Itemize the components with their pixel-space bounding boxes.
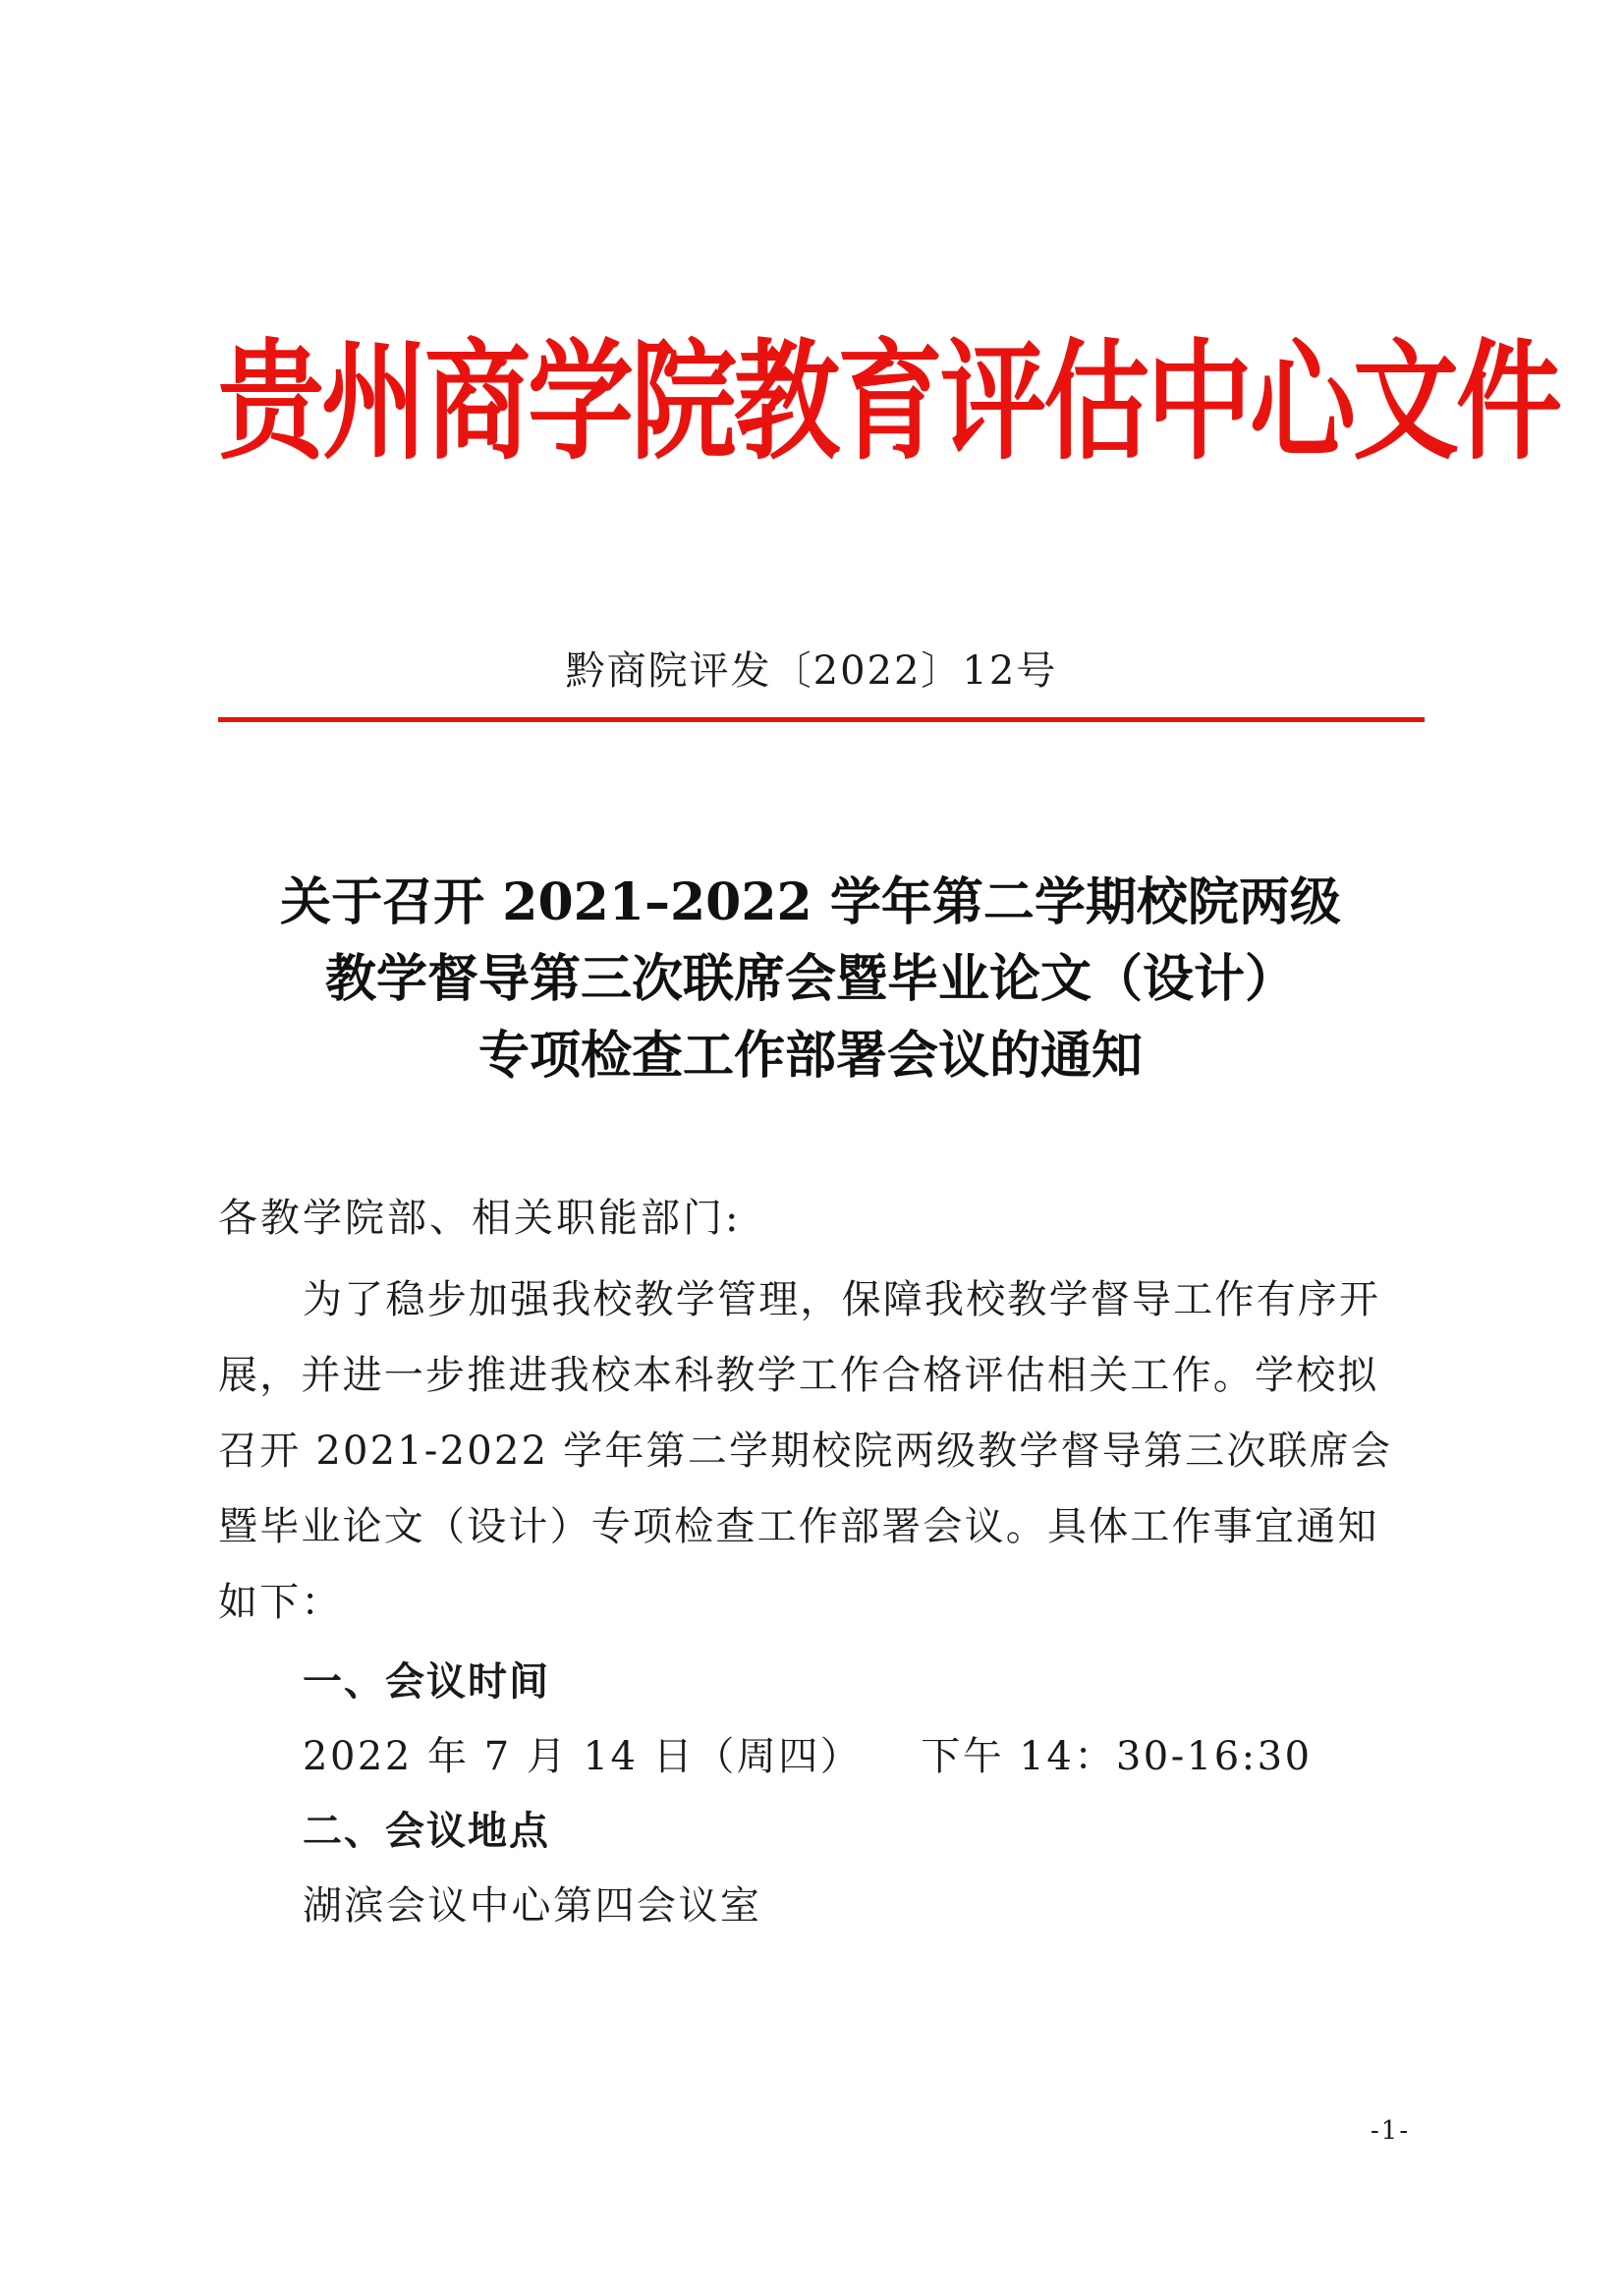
meeting-place: 湖滨会议中心第四会议室: [303, 1883, 762, 1929]
body-line-4: 暨毕业论文（设计）专项检查工作部署会议。具体工作事宜通知: [218, 1504, 1379, 1549]
section-heading-time: 一、会议时间: [303, 1659, 550, 1705]
meeting-hours: 下午 14：30-16:30: [921, 1734, 1313, 1779]
body-line-2: 展，并进一步推进我校本科教学工作合格评估相关工作。学校拟: [218, 1353, 1379, 1398]
notice-title-line-1: 关于召开 2021–2022 学年第二学期校院两级: [280, 872, 1341, 932]
body-line-3: 召开 2021-2022 学年第二学期校院两级教学督导第三次联席会: [218, 1428, 1393, 1474]
notice-title-line-3: 专项检查工作部署会议的通知: [477, 1026, 1143, 1086]
body-line-1: 为了稳步加强我校教学管理，保障我校教学督导工作有序开: [303, 1277, 1381, 1322]
red-divider-line: [218, 717, 1425, 722]
section-heading-place: 二、会议地点: [303, 1809, 550, 1854]
document-number: 黔商院评发〔2022〕12号: [565, 648, 1058, 694]
notice-title: [196, 865, 1425, 1094]
body-paragraph: [218, 1262, 1427, 1641]
body-line-5: 如下：: [218, 1580, 343, 1625]
page-number: -1-: [1371, 2116, 1411, 2146]
meeting-time: [303, 1727, 1313, 1786]
notice-title-line-2: 教学督导第三次联席会暨毕业论文（设计）: [324, 949, 1296, 1009]
salutation: 各教学院部、相关职能部门:: [218, 1196, 742, 1241]
meeting-date: 2022 年 7 月 14 日（周四）: [303, 1734, 863, 1779]
masthead-title: 贵州商学院教育评估中心文件: [218, 326, 1560, 478]
